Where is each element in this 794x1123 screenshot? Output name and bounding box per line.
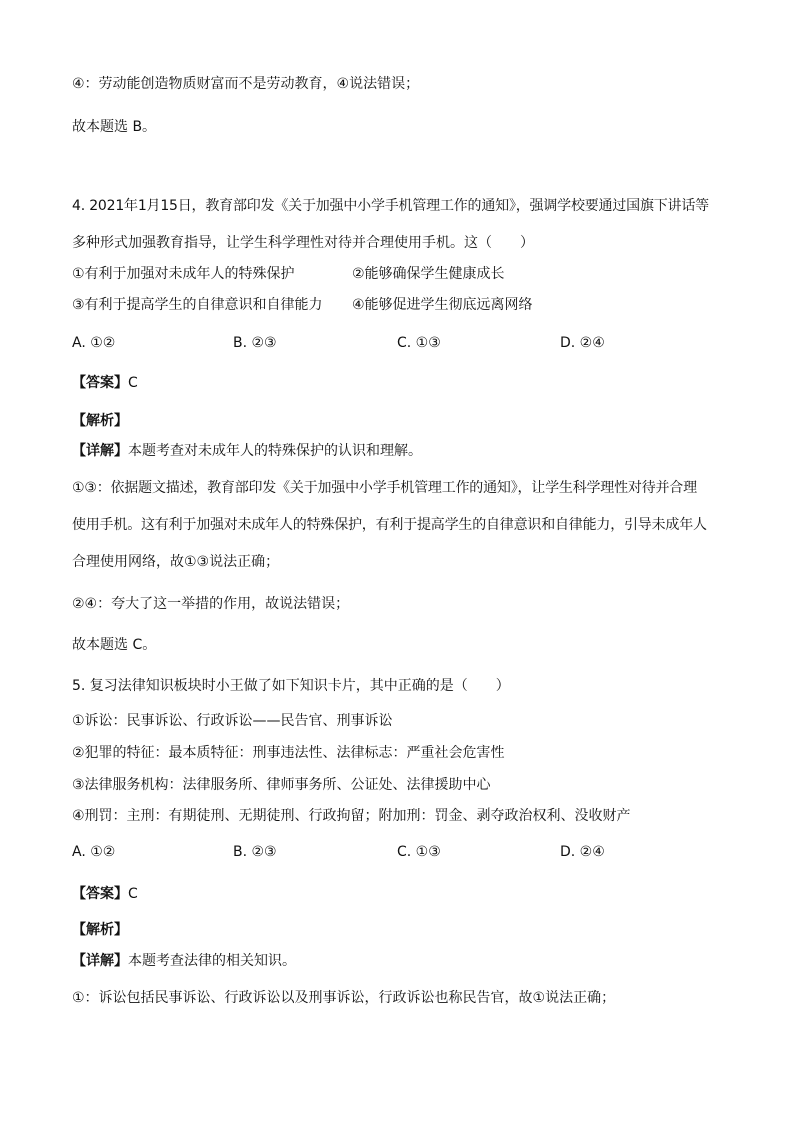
q5-answer-value: C <box>128 886 138 902</box>
q4-detail-text: 本题考查对未成年人的特殊保护的认识和理解。 <box>128 443 422 459</box>
q5-detail <box>72 951 296 971</box>
q4-detail-tag: 【详解】 <box>72 443 128 459</box>
q4-conclusion: 故本题选 C。 <box>72 637 157 653</box>
q5-option-b: B. ②③ <box>233 844 277 860</box>
q5-detail-text: 本题考查法律的相关知识。 <box>128 953 296 969</box>
q4-explanation-line-2: 使用手机。这有利于加强对未成年人的特殊保护，有利于提高学生的自律意识和自律能力，引导未成年人 <box>72 517 707 533</box>
q5-statement-4: ④刑罚：主刑：有期徒刑、无期徒刑、行政拘留；附加刑：罚金、剥夺政治权利、没收财产 <box>72 808 631 824</box>
q4-stem-line-1: 4. 2021年1月15日，教育部印发《关于加强中小学手机管理工作的通知》，强调学校要通过国旗下讲话等 <box>72 198 709 214</box>
q4-statement-2: ②能够确保学生健康成长 <box>352 266 505 282</box>
q4-answer-tag: 【答案】 <box>72 375 128 391</box>
q4-detail <box>72 441 422 461</box>
q4-option-d: D. ②④ <box>560 335 605 351</box>
prev-explanation-line: ④：劳动能创造物质财富而不是劳动教育，④说法错误； <box>72 76 420 92</box>
q4-stem-line-2: 多种形式加强教育指导，让学生科学理性对待并合理使用手机。这（ ） <box>72 235 534 251</box>
q4-option-b: B. ②③ <box>233 335 277 351</box>
q5-option-d: D. ②④ <box>560 844 605 860</box>
q4-explanation-line-3: 合理使用网络，故①③说法正确； <box>72 554 280 570</box>
prev-conclusion-line: 故本题选 B。 <box>72 119 157 135</box>
q5-statement-2: ②犯罪的特征：最本质特征：刑事违法性、法律标志：严重社会危害性 <box>72 745 505 761</box>
q5-detail-tag: 【详解】 <box>72 953 128 969</box>
q4-explanation-line-4: ②④：夸大了这一举措的作用，故说法错误； <box>72 596 350 612</box>
q4-statement-3: ③有利于提高学生的自律意识和自律能力 <box>72 297 323 313</box>
q5-option-c: C. ①③ <box>397 844 441 860</box>
q4-explanation-line-1: ①③：依据题文描述，教育部印发《关于加强中小学手机管理工作的通知》，让学生科学理性对待并合理 <box>72 480 697 496</box>
q4-statement-1: ①有利于加强对未成年人的特殊保护 <box>72 266 295 282</box>
q5-options <box>72 842 732 862</box>
q4-statement-4: ④能够促进学生彻底远离网络 <box>352 297 533 313</box>
q4-option-c: C. ①③ <box>397 335 441 351</box>
q5-stem: 5. 复习法律知识板块时小王做了如下知识卡片，其中正确的是（ ） <box>72 678 510 694</box>
q5-answer <box>72 884 138 904</box>
q4-option-a: A. ①② <box>72 335 116 351</box>
q4-analysis-tag <box>72 411 128 431</box>
q5-explanation-line-1: ①：诉讼包括民事诉讼、行政诉讼以及刑事诉讼，行政诉讼也称民告官，故①说法正确； <box>72 990 616 1006</box>
q4-analysis-label: 【解析】 <box>72 413 128 429</box>
q5-statement-1: ①诉讼：民事诉讼、行政诉讼——民告官、刑事诉讼 <box>72 713 393 729</box>
q5-analysis-tag <box>72 920 128 940</box>
q5-option-a: A. ①② <box>72 844 116 860</box>
q4-answer-value: C <box>128 375 138 391</box>
q5-answer-tag: 【答案】 <box>72 886 128 902</box>
q5-analysis-label: 【解析】 <box>72 922 128 938</box>
q4-options <box>72 333 732 353</box>
q5-statement-3: ③法律服务机构：法律服务所、律师事务所、公证处、法律援助中心 <box>72 777 491 793</box>
q4-answer <box>72 373 138 393</box>
